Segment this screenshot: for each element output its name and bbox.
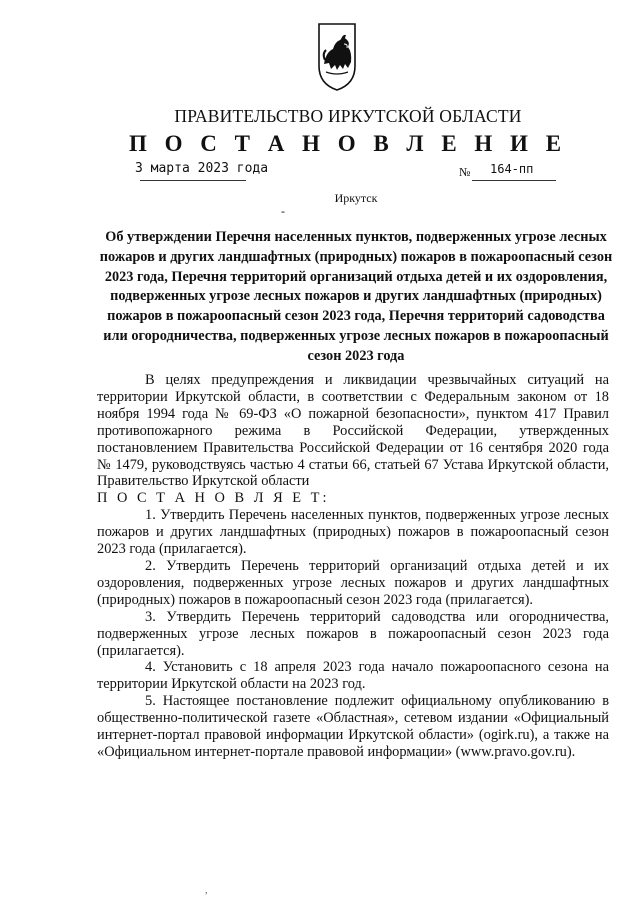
number-underline: [472, 180, 556, 181]
item-5: 5. Настоящее постановление подлежит официальному опубликованию в общественно-политической газете «Областная», сетевом издании «Официальный интернет-портал правовой информации Иркутской области» (ogirk.ru), а также на «Официальном интернет-портале правовой информации» (www.pravo.gov.ru).: [97, 693, 609, 760]
resolves-heading: П О С Т А Н О В Л Я Е Т:: [97, 490, 330, 507]
scan-speck: ,: [205, 885, 208, 896]
document-type: П О С Т А Н О В Л Е Н И Е: [128, 131, 568, 156]
document-body: [97, 372, 609, 761]
stray-mark: -: [281, 204, 285, 218]
organization-name: ПРАВИТЕЛЬСТВО ИРКУТСКОЙ ОБЛАСТИ: [174, 106, 522, 126]
preamble-paragraph: В целях предупреждения и ликвидации чрезвычайных ситуаций на территории Иркутской области, в соответствии с Федеральным законом от 18 ноября 1994 года № 69-ФЗ «О пожарной безопасности», пунктом 417 Правил противопожарного режима в Российской Федерации, утвержденных постановлением Правительства Российской Федерации от 16 сентября 2020 года № 1479, руководствуясь частью 4 статьи 66, статьей 67 Устава Иркутской области, Правительство Иркутской области: [97, 372, 609, 490]
city: Иркутск: [334, 191, 378, 205]
item-2: 2. Утвердить Перечень территорий организаций отдыха детей и их оздоровления, подверженных угрозе лесных пожаров и других ландшафтных (природных) пожаров в пожароопасный сезон 2023 года (прилагается).: [97, 557, 609, 608]
document-title: Об утверждении Перечня населенных пунктов, подверженных угрозе лесных пожаров и других ландшафтных (природных) пожаров в пожароопасный сезон 2023 года, Перечня территорий организаций отдыха детей и их оздоровления, подверженных угрозе лесных пожаров и других ландшафтных (природных) пожаров в пожароопасный сезон 2023 года, Перечня территорий садоводства или огородничества, подверженных угрозе лесных пожаров в пожароопасный сезон 2023 года: [99, 229, 613, 364]
coat-of-arms-emblem: [316, 22, 358, 92]
date-underline: [140, 180, 246, 181]
document-number: 164-пп: [490, 162, 534, 176]
item-1: 1. Утвердить Перечень населенных пунктов, подверженных угрозе лесных пожаров и других ландшафтных (природных) пожаров в пожароопасный сезон 2023 года (прилагается).: [97, 507, 609, 558]
item-4: 4. Установить с 18 апреля 2023 года начало пожароопасного сезона на территории Иркутской области на 2023 год.: [97, 659, 609, 693]
item-3: 3. Утвердить Перечень территорий садоводства или огородничества, подверженных угрозе лесных пожаров в пожароопасный сезон 2023 года (прилагается).: [97, 608, 609, 659]
number-sign: №: [459, 165, 471, 179]
document-date: 3 марта 2023 года: [135, 161, 269, 176]
